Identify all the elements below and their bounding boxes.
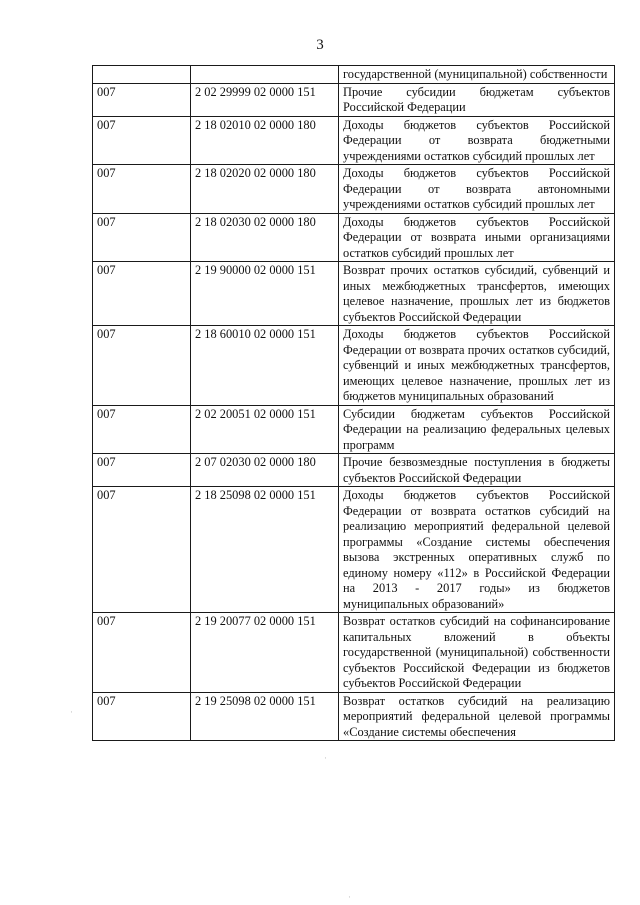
admin-code-cell: 007 bbox=[93, 487, 191, 613]
revenue-name-cell: Возврат остатков субсидий на софинансирование капитальных вложений в объекты государственной (муниципальной) собственности субъектов Российской Федерации из бюджетов субъектов Российской Федерации bbox=[339, 613, 615, 693]
revenue-code-cell: 2 07 02030 02 0000 180 bbox=[191, 454, 339, 487]
table-row bbox=[93, 262, 615, 326]
revenue-codes-table bbox=[92, 65, 615, 741]
revenue-name-cell: Доходы бюджетов субъектов Российской Федерации от возврата бюджетными учреждениями остатков субсидий прошлых лет bbox=[339, 116, 615, 165]
revenue-code-cell: 2 18 25098 02 0000 151 bbox=[191, 487, 339, 613]
revenue-name-cell: Возврат остатков субсидий на реализацию мероприятий федеральной целевой программы «Создание системы обеспечения bbox=[339, 692, 615, 741]
revenue-code-cell: 2 18 02010 02 0000 180 bbox=[191, 116, 339, 165]
revenue-code-cell: 2 18 02020 02 0000 180 bbox=[191, 165, 339, 214]
admin-code-cell: 007 bbox=[93, 83, 191, 116]
revenue-code-cell: 2 18 60010 02 0000 151 bbox=[191, 326, 339, 406]
revenue-code-cell: 2 02 29999 02 0000 151 bbox=[191, 83, 339, 116]
table-row bbox=[93, 326, 615, 406]
revenue-code-cell bbox=[191, 66, 339, 84]
table-row bbox=[93, 487, 615, 613]
admin-code-cell: 007 bbox=[93, 613, 191, 693]
revenue-code-cell: 2 19 25098 02 0000 151 bbox=[191, 692, 339, 741]
admin-code-cell: 007 bbox=[93, 262, 191, 326]
admin-code-cell: 007 bbox=[93, 326, 191, 406]
admin-code-cell bbox=[93, 66, 191, 84]
table-row bbox=[93, 116, 615, 165]
revenue-name-cell: Возврат прочих остатков субсидий, субвенций и иных межбюджетных трансфертов, имеющих целевое назначение, прошлых лет из бюджетов субъектов Российской Федерации bbox=[339, 262, 615, 326]
scan-speck: · bbox=[324, 753, 327, 763]
admin-code-cell: 007 bbox=[93, 165, 191, 214]
revenue-name-cell: Доходы бюджетов субъектов Российской Федерации от возврата иными организациями остатков субсидий прошлых лет bbox=[339, 213, 615, 262]
admin-code-cell: 007 bbox=[93, 692, 191, 741]
revenue-code-cell: 2 19 20077 02 0000 151 bbox=[191, 613, 339, 693]
revenue-code-cell: 2 18 02030 02 0000 180 bbox=[191, 213, 339, 262]
table-row bbox=[93, 454, 615, 487]
revenue-code-cell: 2 19 90000 02 0000 151 bbox=[191, 262, 339, 326]
scan-speck: · bbox=[70, 707, 73, 717]
table-row bbox=[93, 613, 615, 693]
revenue-name-cell: Прочие субсидии бюджетам субъектов Российской Федерации bbox=[339, 83, 615, 116]
table-row bbox=[93, 213, 615, 262]
page-number: 3 bbox=[316, 37, 324, 53]
table-row bbox=[93, 83, 615, 116]
admin-code-cell: 007 bbox=[93, 213, 191, 262]
revenue-name-cell: Доходы бюджетов субъектов Российской Федерации от возврата автономными учреждениями остатков субсидий прошлых лет bbox=[339, 165, 615, 214]
revenue-name-cell: Субсидии бюджетам субъектов Российской Федерации на реализацию федеральных целевых программ bbox=[339, 405, 615, 454]
admin-code-cell: 007 bbox=[93, 116, 191, 165]
revenue-name-cell: Доходы бюджетов субъектов Российской Федерации от возврата остатков субсидий на реализацию мероприятий федеральной целевой программы «Создание системы обеспечения вызова экстренных оперативных служб по единому номеру «112» в Российской Федерации на 2013 - 2017 годы» из бюджетов муниципальных образований» bbox=[339, 487, 615, 613]
table-row bbox=[93, 692, 615, 741]
revenue-name-cell: Прочие безвозмездные поступления в бюджеты субъектов Российской Федерации bbox=[339, 454, 615, 487]
scan-speck: · bbox=[348, 892, 351, 902]
table-row bbox=[93, 66, 615, 84]
revenue-name-cell: государственной (муниципальной) собственности bbox=[339, 66, 615, 84]
admin-code-cell: 007 bbox=[93, 454, 191, 487]
table-row bbox=[93, 405, 615, 454]
revenue-code-cell: 2 02 20051 02 0000 151 bbox=[191, 405, 339, 454]
revenue-name-cell: Доходы бюджетов субъектов Российской Федерации от возврата прочих остатков субсидий, субвенций и иных межбюджетных трансфертов, имеющих целевое назначение, прошлых лет из бюджетов муниципальных образований bbox=[339, 326, 615, 406]
admin-code-cell: 007 bbox=[93, 405, 191, 454]
table-row bbox=[93, 165, 615, 214]
